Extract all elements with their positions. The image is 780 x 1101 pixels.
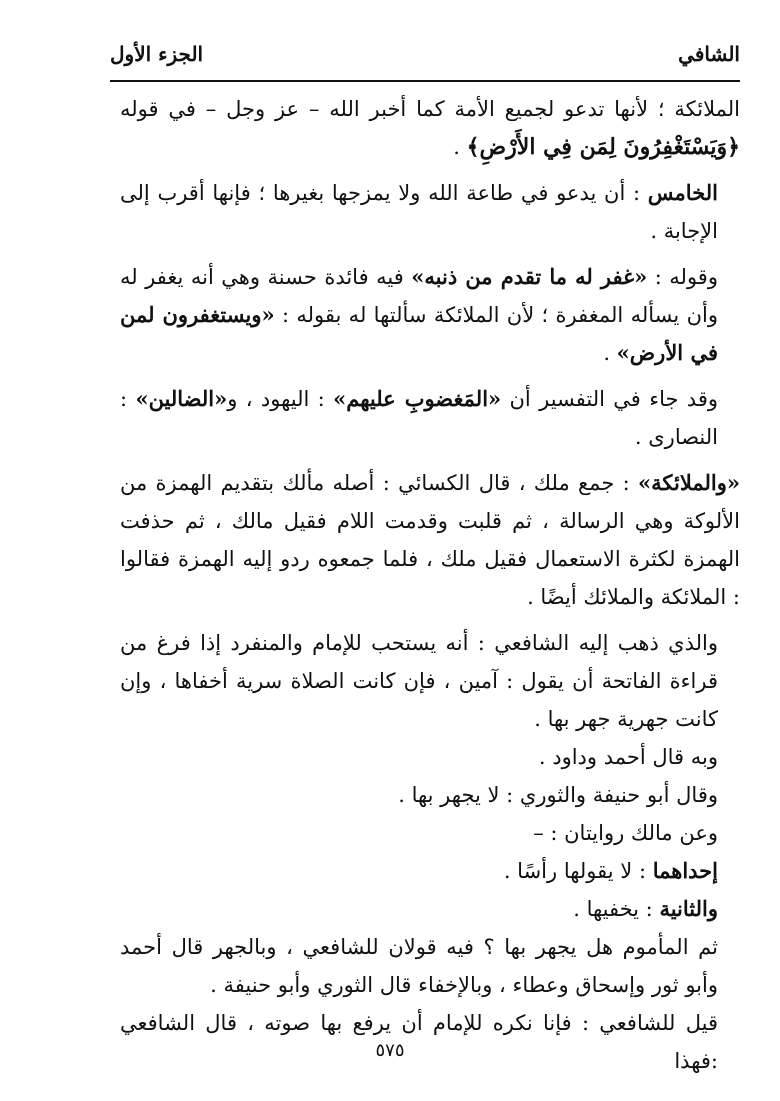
paragraph-8: وقال أبو حنيفة والثوري : لا يجهر بها .	[398, 783, 718, 807]
paragraph-lead: «والملائكة»	[638, 470, 740, 495]
paragraph-1: الملائكة ؛ لأنها تدعو لجميع الأمة كما أخبر الله – عز وجل – في قوله ﴿وَيَسْتَغْفِرُونَ لِمَن فِي الأَرْضِ﴾ .	[120, 97, 740, 160]
page-number: ٥٧٥	[375, 1040, 405, 1061]
page-body	[120, 90, 740, 1080]
paragraph-10: إحداهما : لا يقولها رأسًا .	[503, 858, 718, 883]
hadith-quote: «غفر له ما تقدم من ذنبه»	[411, 264, 648, 289]
paragraph-5: «والملائكة» : جمع ملك ، قال الكسائي : أصله مألك بتقديم الهمزة من الألوكة وهي الرسالة ، ثم قلبت وقدمت اللام فقيل مالك ، ثم حذفت الهمزة لكثرة الاستعمال فقيل ملك ، فلما جمعوه ردو إليه الهمزة فقالوا : الملائكة والملائك أيضًا .	[120, 470, 740, 609]
book-title: الشافي	[678, 42, 740, 66]
paragraph-4: وقد جاء في التفسير أن «المَغضوبِ عليهم» : اليهود ، و«الضالين» : النصارى .	[120, 386, 718, 449]
paragraph-9: وعن مالك روايتان : –	[533, 821, 718, 845]
paragraph-lead: والثانية	[659, 896, 718, 921]
verse-quote: «الضالين»	[135, 386, 228, 411]
paragraph-3: وقوله : «غفر له ما تقدم من ذنبه» فيه فائدة حسنة وهي أنه يغفر له وأن يسأله المغفرة ؛ لأن الملائكة سألتها له بقوله : «ويستغفرون لمن في الأرض» .	[120, 264, 718, 365]
verse-quote: «ويستغفرون لمن في الأرض»	[120, 302, 718, 365]
volume-label: الجزء الأول	[110, 42, 204, 66]
paragraph-2: الخامس : أن يدعو في طاعة الله ولا يمزجها بغيرها ؛ فإنها أقرب إلى الإجابة .	[120, 180, 718, 243]
paragraph-6: والذي ذهب إليه الشافعي : أنه يستحب للإمام والمنفرد إذا فرغ من قراءة الفاتحة أن يقول : آمين ، فإن كانت الصلاة سرية أخفاها ، وإن كانت جهرية جهر بها .	[120, 631, 718, 731]
verse-quote: «المَغضوبِ عليهم»	[333, 386, 502, 411]
paragraph-11: والثانية : يخفيها .	[573, 896, 718, 921]
paragraph-13: قيل للشافعي : فإنا نكره للإمام أن يرفع بها صوته ، قال الشافعي :فهذا	[120, 1011, 718, 1073]
paragraph-7: وبه قال أحمد وداود .	[538, 745, 718, 769]
paragraph-lead: الخامس	[647, 180, 718, 205]
header-rule	[110, 80, 740, 82]
quran-verse: ﴿وَيَسْتَغْفِرُونَ لِمَن فِي الأَرْضِ﴾	[466, 134, 740, 160]
running-header	[110, 38, 740, 78]
paragraph-lead: إحداهما	[652, 858, 718, 883]
paragraph-12: ثم المأموم هل يجهر بها ؟ فيه قولان للشافعي ، وبالجهر قال أحمد وأبو ثور وإسحاق وعطاء ، وبالإخفاء قال الثوري وأبو حنيفة .	[120, 935, 718, 997]
